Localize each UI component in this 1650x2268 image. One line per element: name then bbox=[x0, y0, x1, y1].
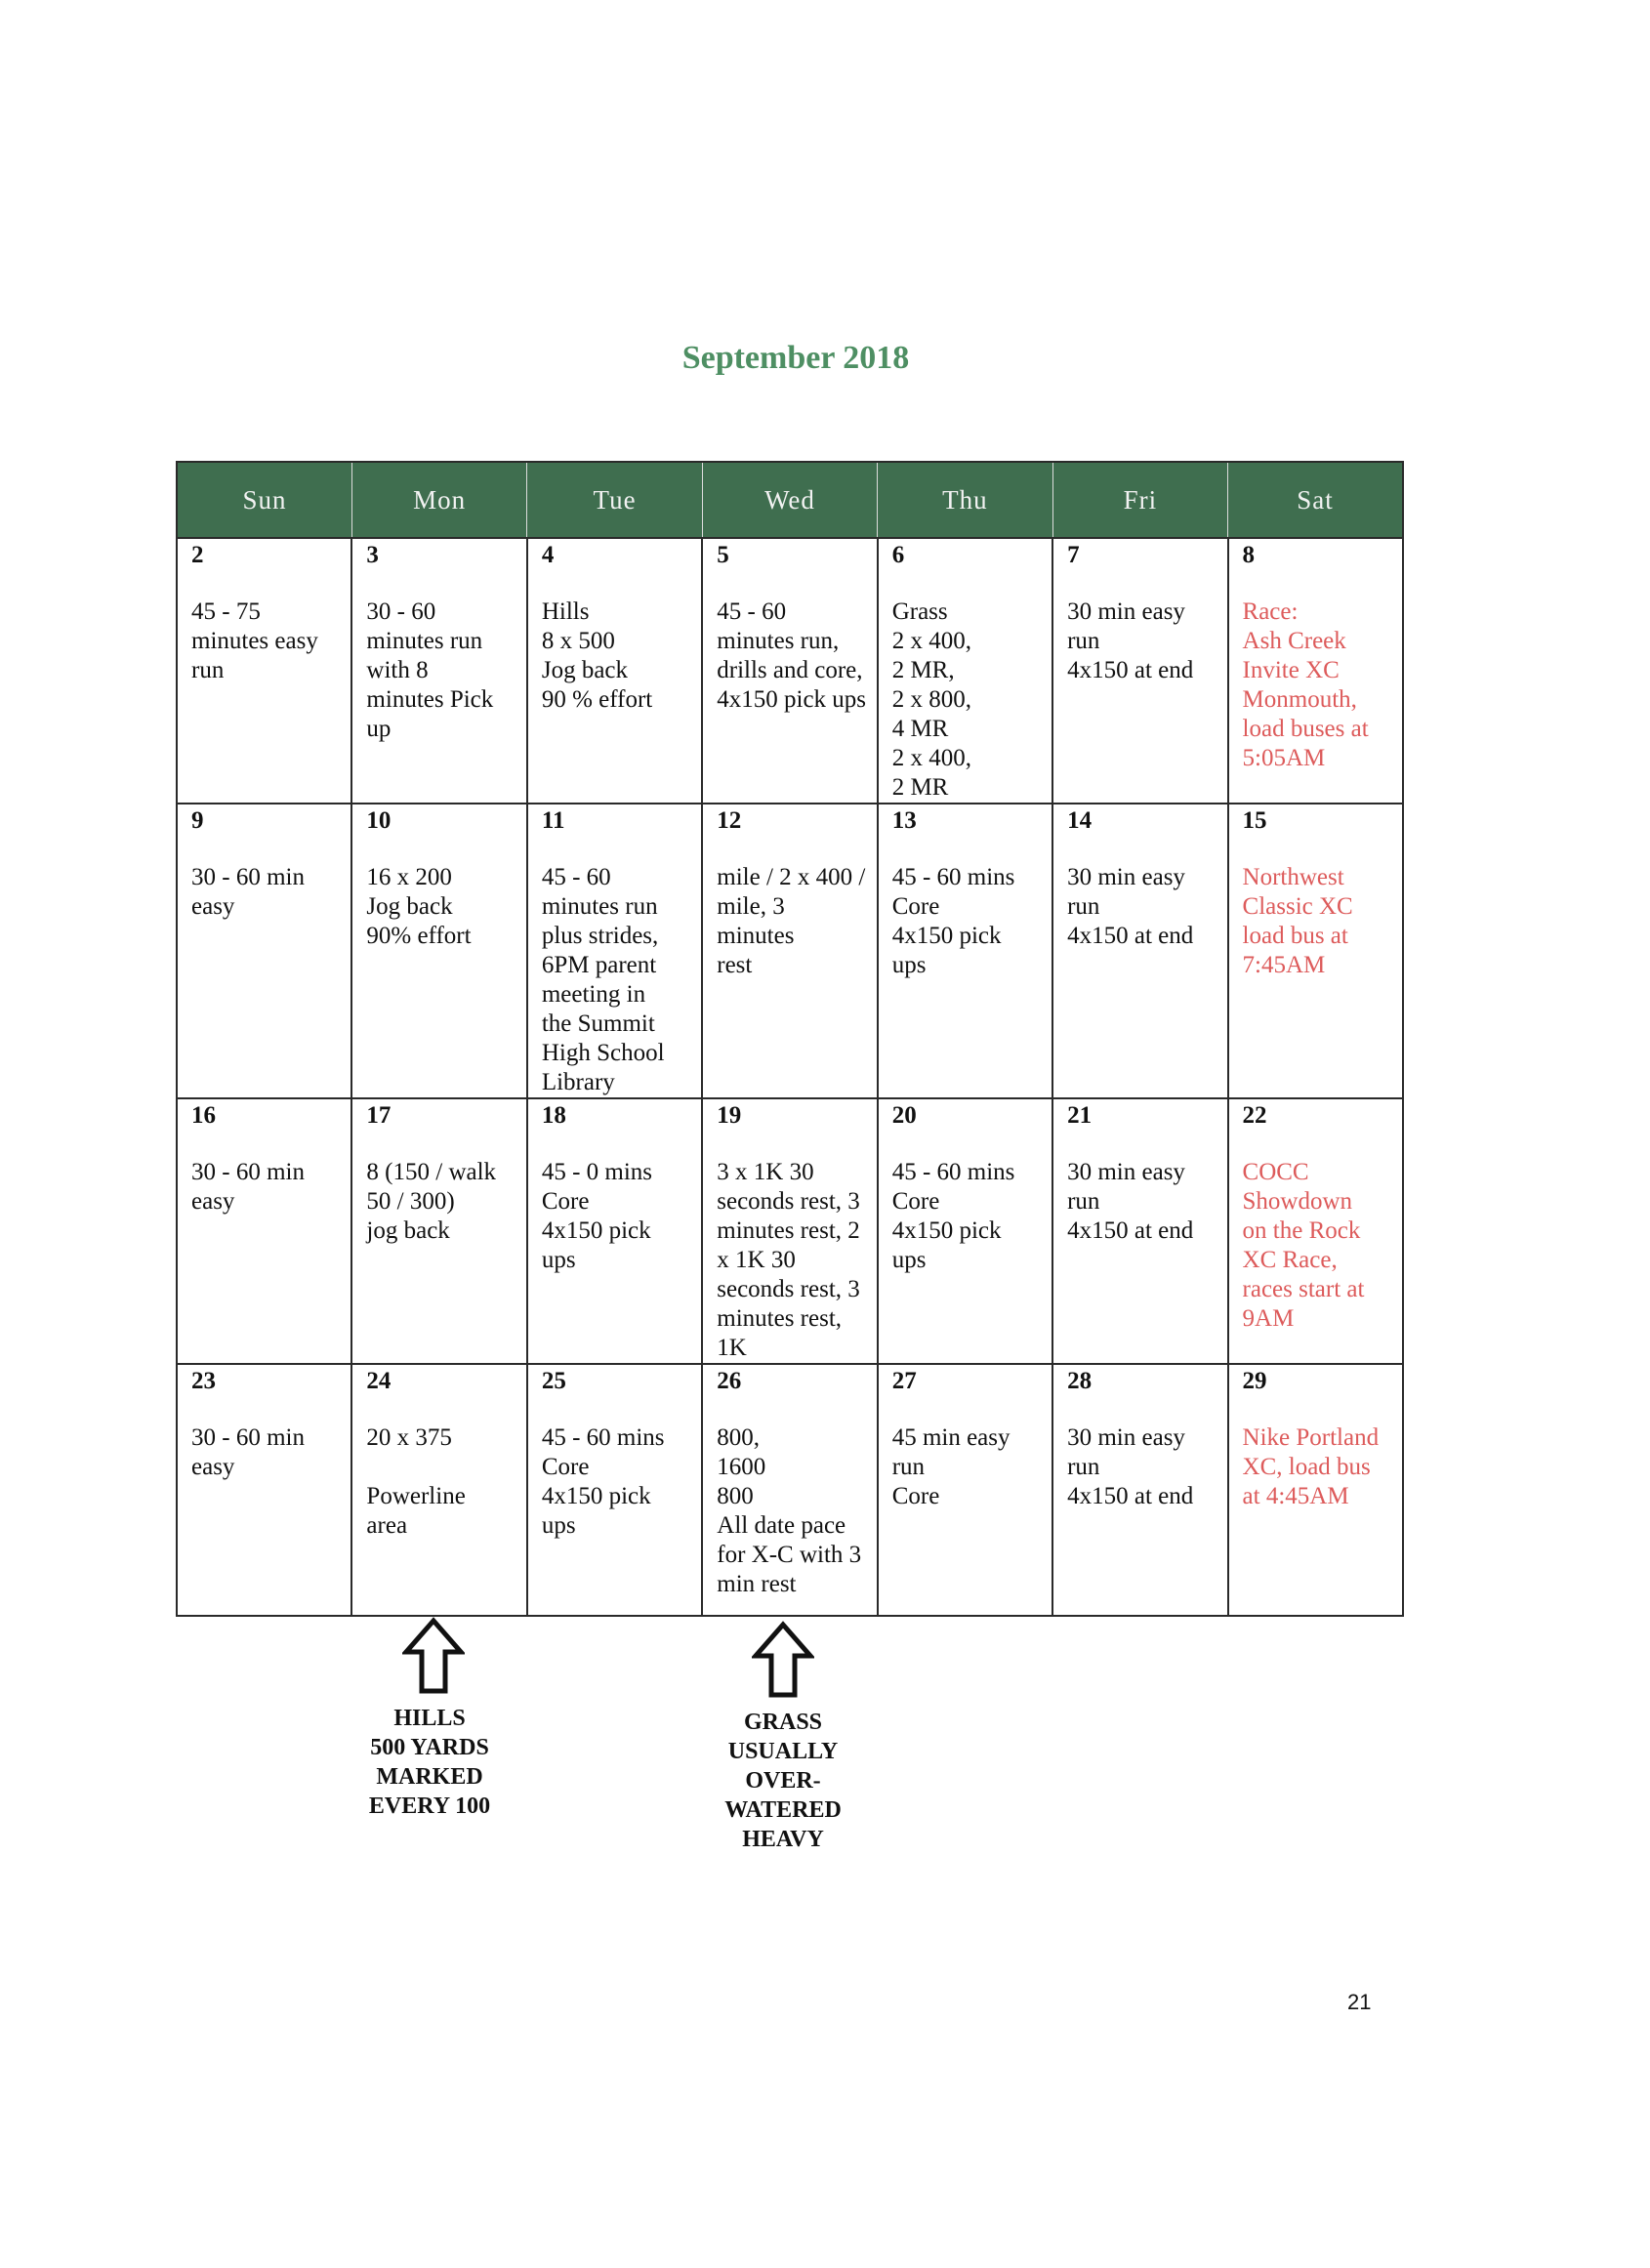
race-event-text: Race: Ash Creek Invite XC Monmouth, load buses at 5:05AM bbox=[1242, 598, 1369, 771]
week-row bbox=[177, 1364, 1403, 1616]
workout-text: 3 x 1K 30 seconds rest, 3 minutes rest, 2 x 1K 30 seconds rest, 3 minutes rest, 1K bbox=[717, 1159, 860, 1361]
day-cell bbox=[1052, 1364, 1227, 1616]
day-number: 15 bbox=[1242, 807, 1267, 834]
day-number: 11 bbox=[541, 807, 565, 834]
hills-up-arrow-icon bbox=[402, 1617, 465, 1695]
day-number: 22 bbox=[1242, 1102, 1267, 1129]
workout-text: 45 - 60 mins Core 4x150 pick ups bbox=[891, 864, 1015, 978]
day-cell bbox=[527, 804, 702, 1098]
week-row bbox=[177, 538, 1403, 804]
workout-text: Grass 2 x 400, 2 MR, 2 x 800, 4 MR 2 x 400, 2 MR bbox=[891, 598, 971, 801]
day-cell bbox=[177, 804, 351, 1098]
workout-text: 30 - 60 minutes run with 8 minutes Pick up bbox=[366, 598, 494, 742]
workout-text: 30 - 60 min easy bbox=[191, 1159, 305, 1215]
race-event-text: Nike Portland XC, load bus at 4:45AM bbox=[1242, 1424, 1380, 1509]
workout-text: 16 x 200 Jog back 90% effort bbox=[366, 864, 472, 949]
weekday-header-row bbox=[177, 462, 1403, 538]
day-number: 6 bbox=[891, 542, 905, 568]
day-cell bbox=[878, 804, 1052, 1098]
workout-text: 45 - 60 mins Core 4x150 pick ups bbox=[541, 1424, 665, 1539]
workout-text: 30 - 60 min easy bbox=[191, 864, 305, 920]
calendar-table bbox=[176, 461, 1404, 1617]
day-cell bbox=[351, 1364, 526, 1616]
day-number: 21 bbox=[1067, 1102, 1093, 1129]
workout-text: 30 min easy run 4x150 at end bbox=[1067, 598, 1194, 683]
day-cell bbox=[1228, 538, 1403, 804]
day-number: 20 bbox=[891, 1102, 917, 1129]
day-cell bbox=[527, 1098, 702, 1364]
grass-note: GRASS USUALLY OVER- WATERED HEAVY bbox=[724, 1710, 842, 1852]
race-event-text: COCC Showdown on the Rock XC Race, races start at 9AM bbox=[1242, 1159, 1365, 1332]
day-number: 23 bbox=[191, 1368, 216, 1394]
workout-text: 45 - 60 mins Core 4x150 pick ups bbox=[891, 1159, 1015, 1273]
day-cell bbox=[878, 1364, 1052, 1616]
day-cell bbox=[878, 1098, 1052, 1364]
day-number: 25 bbox=[541, 1368, 566, 1394]
weekday-header-tue: Tue bbox=[527, 462, 702, 538]
page-number: 21 bbox=[1347, 1990, 1372, 2014]
day-number: 24 bbox=[366, 1368, 392, 1394]
workout-text: 45 - 75 minutes easy run bbox=[191, 598, 318, 683]
day-number: 16 bbox=[191, 1102, 216, 1129]
day-number: 26 bbox=[717, 1368, 742, 1394]
workout-text: Hills 8 x 500 Jog back 90 % effort bbox=[541, 598, 653, 713]
race-event-text: Northwest Classic XC load bus at 7:45AM bbox=[1242, 864, 1353, 978]
page-title: September 2018 bbox=[681, 340, 910, 376]
weekday-header-sun: Sun bbox=[177, 462, 351, 538]
day-number: 2 bbox=[191, 542, 204, 568]
workout-text: mile / 2 x 400 / mile, 3 minutes rest bbox=[717, 864, 866, 978]
day-number: 5 bbox=[717, 542, 729, 568]
day-cell bbox=[702, 1364, 877, 1616]
day-cell bbox=[702, 538, 877, 804]
weekday-header-mon: Mon bbox=[351, 462, 526, 538]
weekday-header-thu: Thu bbox=[878, 462, 1052, 538]
day-number: 29 bbox=[1242, 1368, 1267, 1394]
grass-up-arrow-icon bbox=[752, 1621, 814, 1699]
day-cell bbox=[177, 1364, 351, 1616]
workout-text: 45 - 60 minutes run, drills and core, 4x150 pick ups bbox=[717, 598, 867, 713]
day-cell bbox=[1052, 804, 1227, 1098]
day-number: 19 bbox=[717, 1102, 742, 1129]
day-cell bbox=[177, 1098, 351, 1364]
day-number: 12 bbox=[717, 807, 742, 834]
day-cell bbox=[177, 538, 351, 804]
weekday-header-fri: Fri bbox=[1052, 462, 1227, 538]
workout-text: 800, 1600 800 All date pace for X-C with 3 min rest bbox=[717, 1424, 862, 1597]
workout-text: 30 - 60 min easy bbox=[191, 1424, 305, 1480]
day-number: 28 bbox=[1067, 1368, 1093, 1394]
day-cell bbox=[527, 1364, 702, 1616]
day-number: 9 bbox=[191, 807, 204, 834]
workout-text: 45 - 0 mins Core 4x150 pick ups bbox=[541, 1159, 653, 1273]
week-row bbox=[177, 1098, 1403, 1364]
day-number: 27 bbox=[891, 1368, 917, 1394]
day-cell bbox=[878, 538, 1052, 804]
day-number: 7 bbox=[1067, 542, 1080, 568]
week-row bbox=[177, 804, 1403, 1098]
day-cell bbox=[527, 538, 702, 804]
day-cell bbox=[351, 1098, 526, 1364]
day-cell bbox=[1052, 1098, 1227, 1364]
workout-text: 30 min easy run 4x150 at end bbox=[1067, 1159, 1194, 1244]
day-cell bbox=[1228, 1098, 1403, 1364]
workout-text: 20 x 375 Powerline area bbox=[366, 1424, 466, 1539]
day-cell bbox=[1228, 804, 1403, 1098]
day-number: 18 bbox=[541, 1102, 566, 1129]
workout-text: 45 min easy run Core bbox=[891, 1424, 1011, 1509]
weekday-header-sat: Sat bbox=[1228, 462, 1403, 538]
day-number: 17 bbox=[366, 1102, 392, 1129]
day-cell bbox=[351, 538, 526, 804]
workout-text: 8 (150 / walk 50 / 300) jog back bbox=[366, 1159, 497, 1244]
day-cell bbox=[1228, 1364, 1403, 1616]
day-cell bbox=[351, 804, 526, 1098]
workout-text: 45 - 60 minutes run plus strides, 6PM parent meeting in the Summit High School Library bbox=[541, 864, 665, 1095]
workout-text: 30 min easy run 4x150 at end bbox=[1067, 864, 1194, 949]
day-number: 3 bbox=[366, 542, 379, 568]
day-number: 13 bbox=[891, 807, 917, 834]
workout-text: 30 min easy run 4x150 at end bbox=[1067, 1424, 1194, 1509]
day-number: 4 bbox=[541, 542, 555, 568]
hills-note: HILLS 500 YARDS MARKED EVERY 100 bbox=[368, 1706, 491, 1819]
day-number: 8 bbox=[1242, 542, 1256, 568]
day-cell bbox=[702, 804, 877, 1098]
day-number: 14 bbox=[1067, 807, 1093, 834]
day-number: 10 bbox=[366, 807, 392, 834]
weekday-header-wed: Wed bbox=[702, 462, 877, 538]
day-cell bbox=[702, 1098, 877, 1364]
day-cell bbox=[1052, 538, 1227, 804]
